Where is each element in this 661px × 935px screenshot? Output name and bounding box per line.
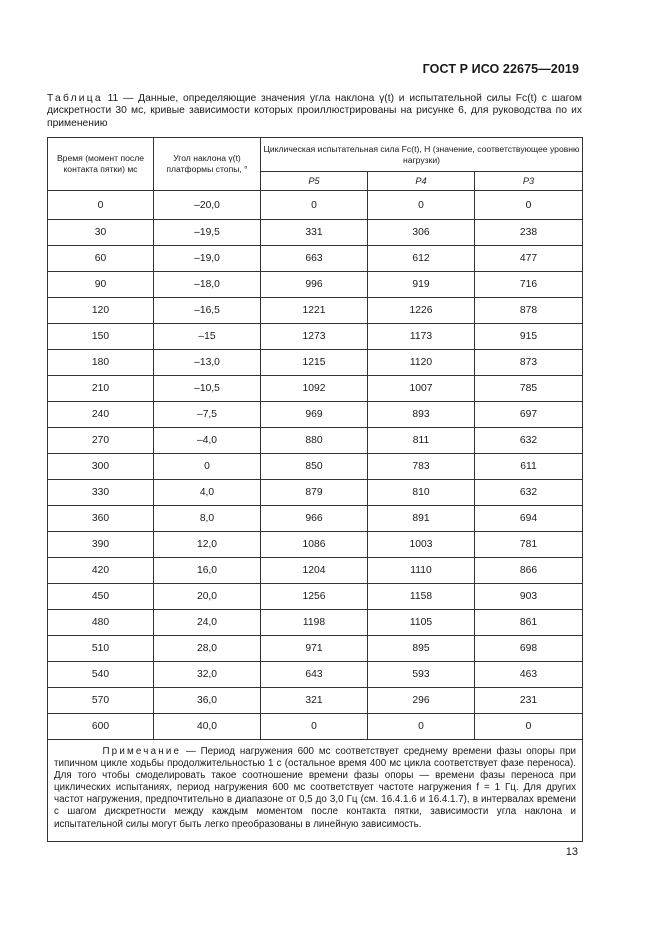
cell-angle: 32,0 <box>154 662 261 688</box>
cell-time: 210 <box>48 376 154 402</box>
cell-angle: 8,0 <box>154 506 261 532</box>
table-row <box>48 272 583 298</box>
cell-p3: 903 <box>475 584 583 610</box>
table-row <box>48 454 583 480</box>
cell-p3: 632 <box>475 480 583 506</box>
cell-p4: 1120 <box>368 350 475 376</box>
cell-p5: 1221 <box>261 298 368 324</box>
cell-p5: 1204 <box>261 558 368 584</box>
cell-p3: 873 <box>475 350 583 376</box>
cell-angle: –13,0 <box>154 350 261 376</box>
cell-p3: 0 <box>475 714 583 740</box>
table-row <box>48 610 583 636</box>
cell-p5: 663 <box>261 246 368 272</box>
table-row <box>48 220 583 246</box>
page-number: 13 <box>565 846 578 858</box>
cell-angle: –4,0 <box>154 428 261 454</box>
cell-time: 420 <box>48 558 154 584</box>
cell-p5: 971 <box>261 636 368 662</box>
header-level-p3: P3 <box>475 172 583 191</box>
cell-p3: 878 <box>475 298 583 324</box>
cell-p3: 463 <box>475 662 583 688</box>
cell-angle: –10,5 <box>154 376 261 402</box>
table-caption-label: Таблица <box>47 93 103 104</box>
cell-p4: 1105 <box>368 610 475 636</box>
cell-p4: 0 <box>368 191 475 220</box>
cell-p5: 0 <box>261 714 368 740</box>
table-row <box>48 558 583 584</box>
cell-p3: 716 <box>475 272 583 298</box>
cell-p3: 238 <box>475 220 583 246</box>
cell-angle: 4,0 <box>154 480 261 506</box>
cell-p4: 1110 <box>368 558 475 584</box>
table-note <box>48 740 583 842</box>
data-table <box>47 137 583 842</box>
table-row <box>48 428 583 454</box>
cell-p4: 1007 <box>368 376 475 402</box>
table-row <box>48 688 583 714</box>
cell-p4: 612 <box>368 246 475 272</box>
cell-time: 30 <box>48 220 154 246</box>
cell-angle: –18,0 <box>154 272 261 298</box>
cell-angle: –19,5 <box>154 220 261 246</box>
cell-p4: 919 <box>368 272 475 298</box>
cell-time: 540 <box>48 662 154 688</box>
header-force: Циклическая испытательная сила Fc(t), Н (значение, соответствующее уровню нагрузки) <box>261 138 583 172</box>
cell-angle: 20,0 <box>154 584 261 610</box>
cell-p4: 895 <box>368 636 475 662</box>
cell-p4: 893 <box>368 402 475 428</box>
table-row <box>48 480 583 506</box>
cell-time: 360 <box>48 506 154 532</box>
cell-p3: 697 <box>475 402 583 428</box>
cell-p4: 593 <box>368 662 475 688</box>
cell-p4: 1226 <box>368 298 475 324</box>
cell-p3: 694 <box>475 506 583 532</box>
cell-angle: –16,5 <box>154 298 261 324</box>
table-body <box>48 191 583 740</box>
cell-p3: 698 <box>475 636 583 662</box>
cell-p5: 1092 <box>261 376 368 402</box>
table-row <box>48 191 583 220</box>
cell-angle: 28,0 <box>154 636 261 662</box>
cell-p3: 231 <box>475 688 583 714</box>
table-row <box>48 350 583 376</box>
cell-p5: 331 <box>261 220 368 246</box>
cell-p3: 0 <box>475 191 583 220</box>
cell-time: 570 <box>48 688 154 714</box>
cell-angle: –19,0 <box>154 246 261 272</box>
cell-p5: 880 <box>261 428 368 454</box>
cell-p5: 321 <box>261 688 368 714</box>
table-row <box>48 662 583 688</box>
cell-time: 270 <box>48 428 154 454</box>
table-row <box>48 506 583 532</box>
cell-time: 90 <box>48 272 154 298</box>
header-time: Время (момент после контакта пятки) мс <box>48 138 154 191</box>
cell-p5: 1198 <box>261 610 368 636</box>
cell-p4: 811 <box>368 428 475 454</box>
cell-time: 330 <box>48 480 154 506</box>
cell-p4: 891 <box>368 506 475 532</box>
cell-p5: 1256 <box>261 584 368 610</box>
cell-p3: 781 <box>475 532 583 558</box>
header-angle: Угол наклона γ(t) платформы стопы, ° <box>154 138 261 191</box>
table-caption-text: 11 — Данные, определяющие значения угла наклона γ(t) и испытательной силы Fc(t) с шагом дискретности 30 мс, кривые зависимости которых проиллюстрированы на рисунке 6, для руководства по их применению <box>47 93 582 129</box>
cell-p3: 915 <box>475 324 583 350</box>
table-row <box>48 636 583 662</box>
cell-p5: 1086 <box>261 532 368 558</box>
cell-p5: 879 <box>261 480 368 506</box>
header-level-p4: P4 <box>368 172 475 191</box>
cell-p4: 0 <box>368 714 475 740</box>
cell-p4: 810 <box>368 480 475 506</box>
cell-angle: 24,0 <box>154 610 261 636</box>
cell-angle: –15 <box>154 324 261 350</box>
document-id: ГОСТ Р ИСО 22675—2019 <box>422 62 579 76</box>
cell-p5: 850 <box>261 454 368 480</box>
cell-angle: –7,5 <box>154 402 261 428</box>
table-row <box>48 376 583 402</box>
table-row <box>48 298 583 324</box>
note-label: Примечание <box>102 746 182 757</box>
cell-p3: 632 <box>475 428 583 454</box>
cell-time: 0 <box>48 191 154 220</box>
table-row <box>48 714 583 740</box>
cell-p4: 1003 <box>368 532 475 558</box>
cell-p4: 783 <box>368 454 475 480</box>
cell-angle: –20,0 <box>154 191 261 220</box>
cell-time: 60 <box>48 246 154 272</box>
table-row <box>48 324 583 350</box>
cell-time: 150 <box>48 324 154 350</box>
cell-p5: 969 <box>261 402 368 428</box>
table-row <box>48 246 583 272</box>
note-text: — Период нагружения 600 мс соответствует среднему времени фазы опоры при типичном цикле ходьбы продолжительностью 1 с (остальное время 400 мс цикла соответствует фазе переноса). Для того чтобы смоделировать такое соотношение времени фазы опоры — времени фазы переноса при циклических испытаниях, период нагружения 600 мс соответствует частоте нагружения f = 1 Гц. Для других частот нагружения, предпочтительно в диапазоне от 0,5 до 3,0 Гц (см. 16.4.1.6 и 16.4.1.7), в интервалах времени с шагом дискретности между каждым моментом после контакта пятки, зависимости угла наклона и испытательной силы могут быть легко преобразованы в линейную зависимость. <box>54 746 576 830</box>
cell-p5: 0 <box>261 191 368 220</box>
cell-p3: 611 <box>475 454 583 480</box>
cell-p5: 1273 <box>261 324 368 350</box>
table-caption <box>47 93 582 130</box>
cell-time: 180 <box>48 350 154 376</box>
cell-time: 120 <box>48 298 154 324</box>
cell-time: 510 <box>48 636 154 662</box>
cell-time: 300 <box>48 454 154 480</box>
cell-time: 450 <box>48 584 154 610</box>
cell-time: 600 <box>48 714 154 740</box>
cell-p4: 1173 <box>368 324 475 350</box>
cell-p4: 306 <box>368 220 475 246</box>
cell-p3: 477 <box>475 246 583 272</box>
cell-angle: 16,0 <box>154 558 261 584</box>
cell-time: 390 <box>48 532 154 558</box>
cell-p5: 643 <box>261 662 368 688</box>
cell-p5: 966 <box>261 506 368 532</box>
table-row <box>48 584 583 610</box>
cell-p3: 861 <box>475 610 583 636</box>
cell-p5: 996 <box>261 272 368 298</box>
table-row <box>48 532 583 558</box>
cell-p4: 1158 <box>368 584 475 610</box>
cell-angle: 12,0 <box>154 532 261 558</box>
cell-time: 480 <box>48 610 154 636</box>
cell-p5: 1215 <box>261 350 368 376</box>
cell-angle: 0 <box>154 454 261 480</box>
header-level-p5: P5 <box>261 172 368 191</box>
cell-angle: 40,0 <box>154 714 261 740</box>
table-row <box>48 402 583 428</box>
cell-angle: 36,0 <box>154 688 261 714</box>
cell-p3: 785 <box>475 376 583 402</box>
cell-p3: 866 <box>475 558 583 584</box>
cell-time: 240 <box>48 402 154 428</box>
cell-p4: 296 <box>368 688 475 714</box>
